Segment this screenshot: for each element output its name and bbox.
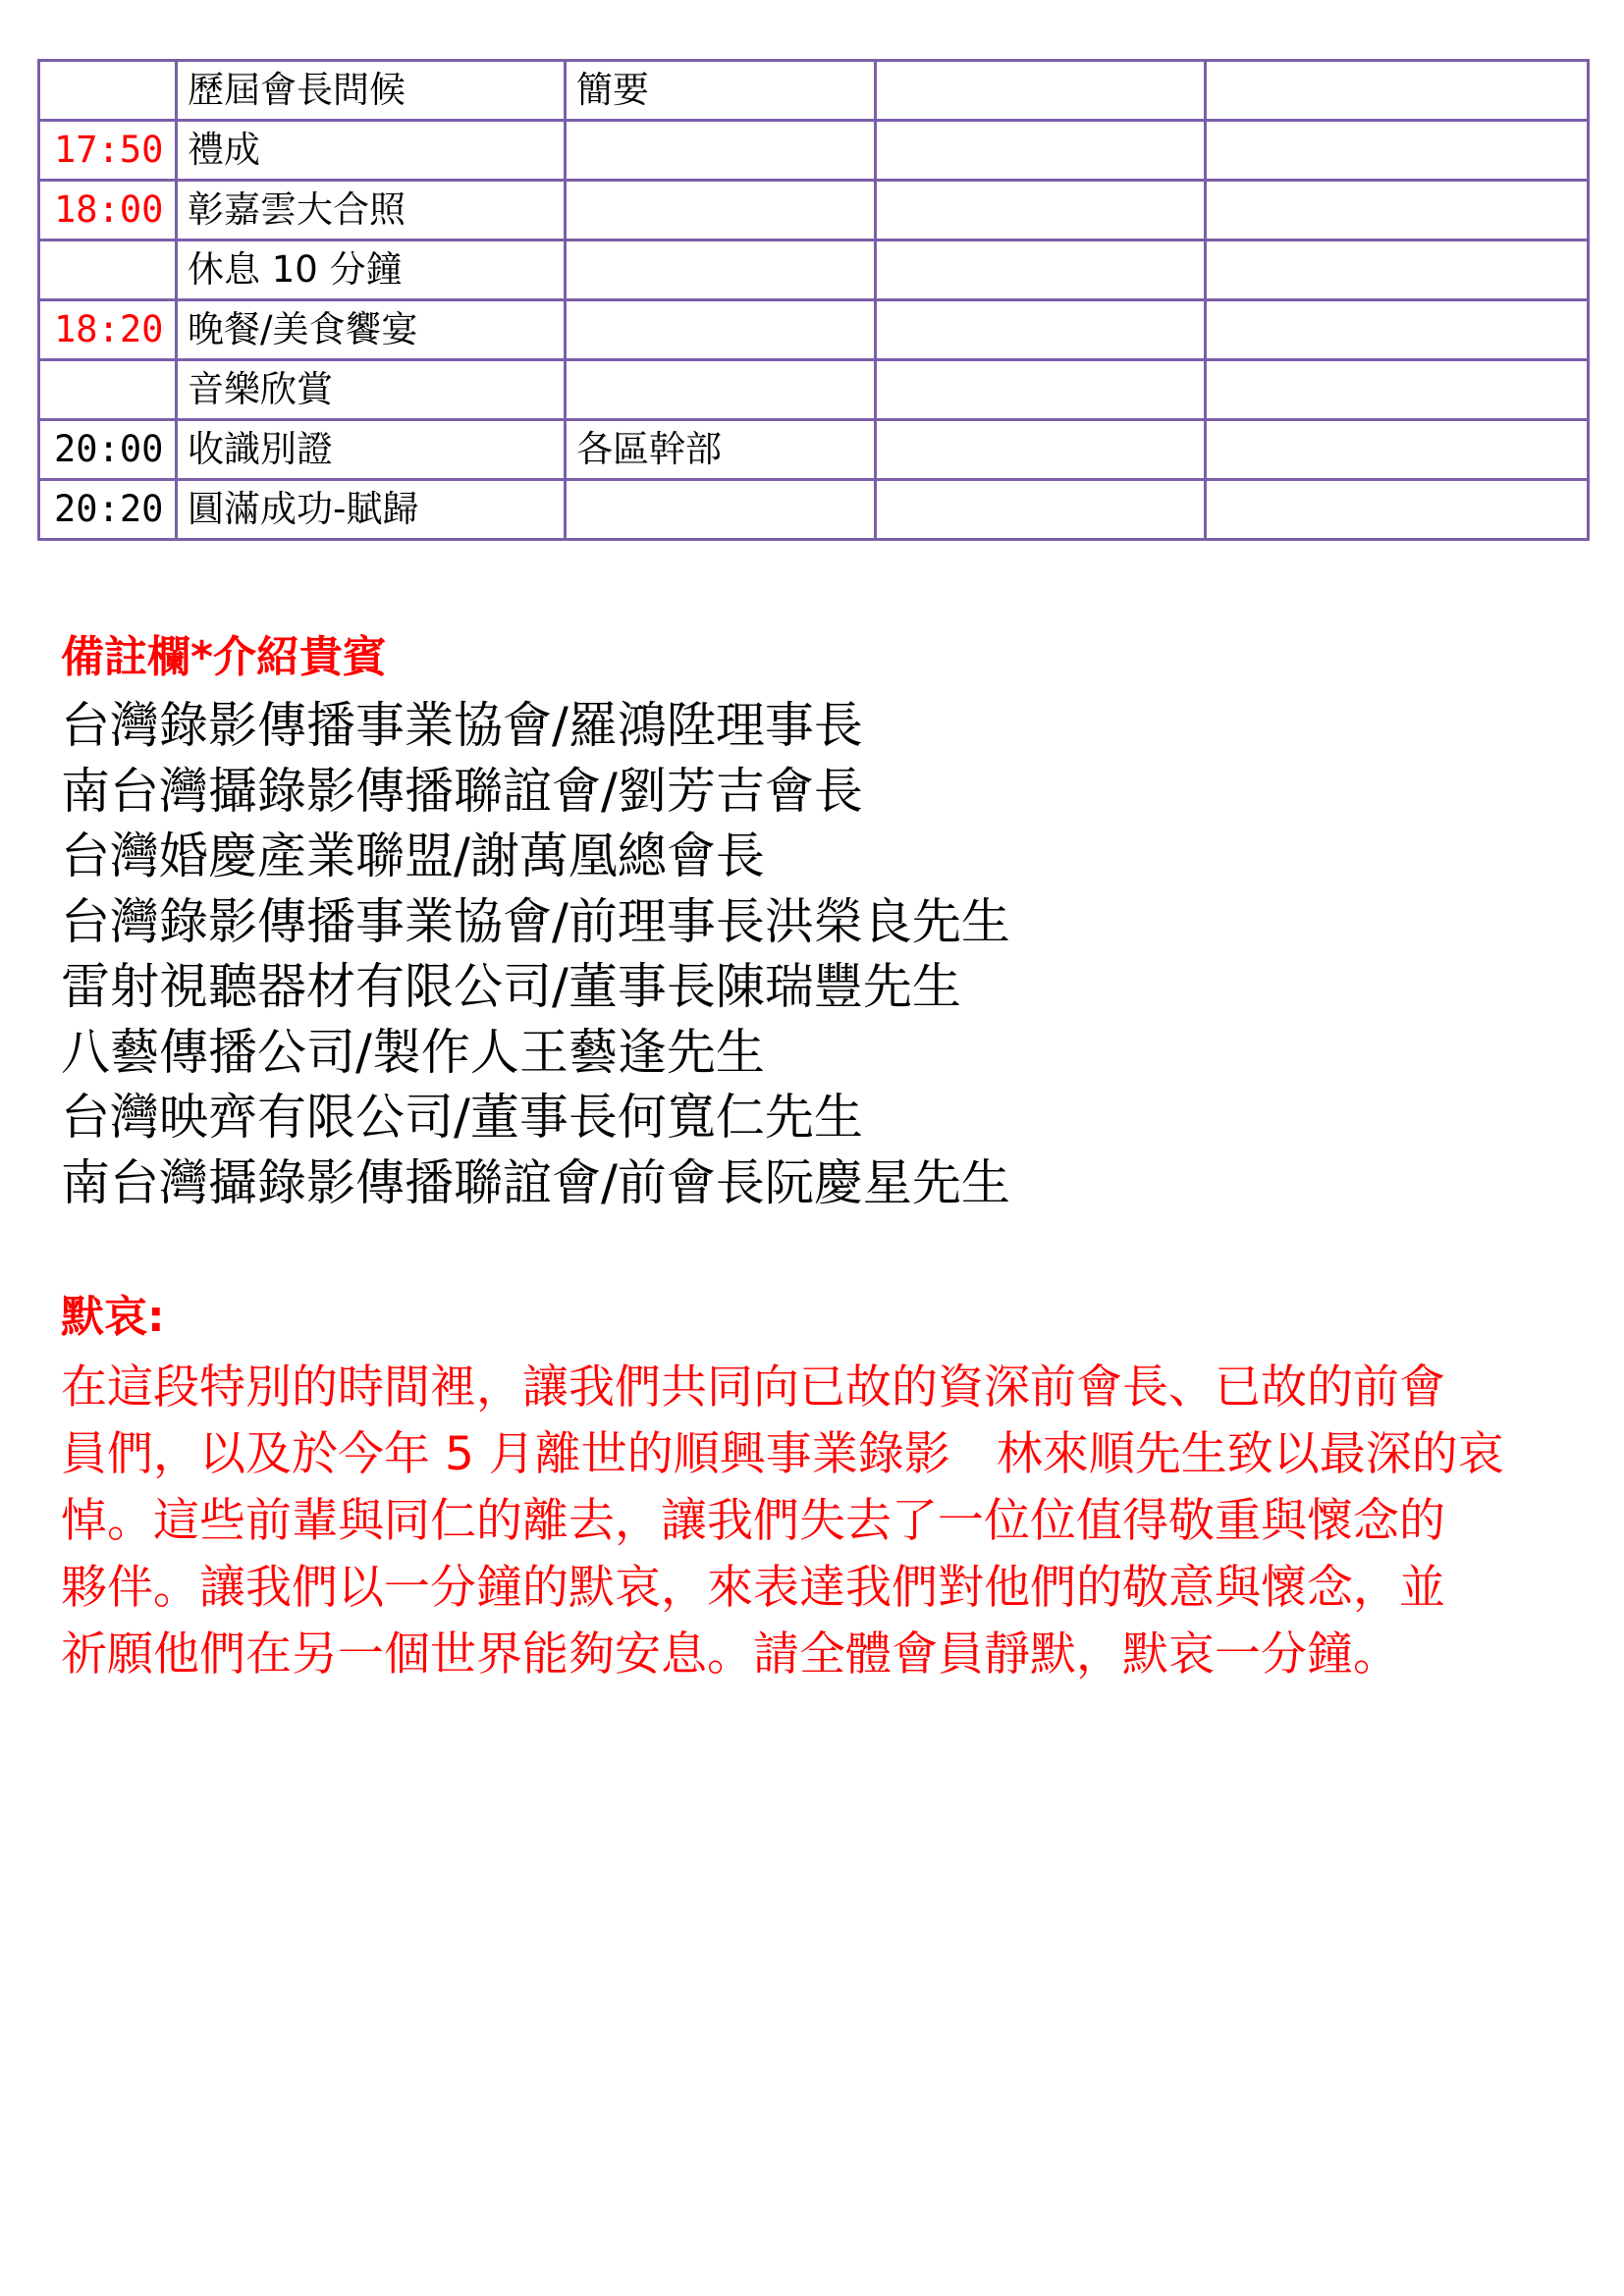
table-row <box>39 181 1589 240</box>
memorial-line: 祈願他們在另一個世界能夠安息。請全體會員靜默，默哀一分鐘。 <box>61 1628 1399 1682</box>
guest-list <box>61 693 1010 1215</box>
item-cell: 禮成 <box>177 121 566 181</box>
time-cell: 20:00 <box>39 420 177 480</box>
empty-cell <box>876 360 1206 420</box>
time-cell: 20:20 <box>39 480 177 540</box>
list-item: 台灣映齊有限公司/董事長何寬仁先生 <box>61 1089 863 1146</box>
item-cell: 休息 10 分鐘 <box>177 240 566 300</box>
guests-heading: 備註欄*介紹貴賓 <box>61 632 387 682</box>
memorial-paragraph <box>61 1355 1593 1688</box>
empty-cell <box>876 61 1206 121</box>
empty-cell <box>1206 360 1589 420</box>
empty-cell <box>876 240 1206 300</box>
table-row <box>39 420 1589 480</box>
time-cell <box>39 240 177 300</box>
note-cell <box>566 360 876 420</box>
note-cell <box>566 181 876 240</box>
list-item: 台灣錄影傳播事業協會/前理事長洪榮良先生 <box>61 892 1010 950</box>
time-cell: 18:20 <box>39 300 177 360</box>
memorial-line: 悼。這些前輩與同仁的離去，讓我們失去了一位位值得敬重與懷念的 <box>61 1494 1445 1548</box>
table-row <box>39 480 1589 540</box>
empty-cell <box>876 121 1206 181</box>
empty-cell <box>876 420 1206 480</box>
item-cell: 音樂欣賞 <box>177 360 566 420</box>
list-item: 八藝傳播公司/製作人王藝逢先生 <box>61 1023 765 1081</box>
empty-cell <box>1206 121 1589 181</box>
empty-cell <box>1206 61 1589 121</box>
empty-cell <box>876 300 1206 360</box>
item-cell: 歷屆會長問候 <box>177 61 566 121</box>
empty-cell <box>1206 240 1589 300</box>
table-row <box>39 240 1589 300</box>
time-cell <box>39 61 177 121</box>
time-cell: 17:50 <box>39 121 177 181</box>
list-item: 雷射視聽器材有限公司/董事長陳瑞豐先生 <box>61 958 961 1015</box>
schedule-body <box>39 61 1589 540</box>
item-cell: 收識別證 <box>177 420 566 480</box>
table-row <box>39 121 1589 181</box>
list-item: 南台灣攝錄影傳播聯誼會/前會長阮慶星先生 <box>61 1153 1010 1211</box>
memorial-line: 員們，以及於今年 5 月離世的順興事業錄影 林來順先生致以最深的哀 <box>61 1427 1504 1481</box>
note-cell <box>566 300 876 360</box>
memorial-line: 夥伴。讓我們以一分鐘的默哀，來表達我們對他們的敬意與懷念，並 <box>61 1561 1445 1615</box>
time-cell <box>39 360 177 420</box>
note-cell: 簡要 <box>566 61 876 121</box>
empty-cell <box>1206 420 1589 480</box>
table-row <box>39 360 1589 420</box>
empty-cell <box>876 181 1206 240</box>
memorial-heading: 默哀: <box>61 1292 165 1342</box>
memorial-line: 在這段特別的時間裡，讓我們共同向已故的資深前會長、已故的前會 <box>61 1361 1445 1415</box>
schedule-table <box>37 59 1590 541</box>
item-cell: 彰嘉雲大合照 <box>177 181 566 240</box>
empty-cell <box>1206 480 1589 540</box>
note-cell: 各區幹部 <box>566 420 876 480</box>
list-item: 台灣錄影傳播事業協會/羅鴻陞理事長 <box>61 697 863 754</box>
empty-cell <box>1206 181 1589 240</box>
note-cell <box>566 240 876 300</box>
time-cell: 18:00 <box>39 181 177 240</box>
empty-cell <box>876 480 1206 540</box>
note-cell <box>566 480 876 540</box>
table-row <box>39 61 1589 121</box>
empty-cell <box>1206 300 1589 360</box>
item-cell: 圓滿成功-賦歸 <box>177 480 566 540</box>
list-item: 台灣婚慶產業聯盟/謝萬凰總會長 <box>61 828 765 884</box>
table-row <box>39 300 1589 360</box>
list-item: 南台灣攝錄影傳播聯誼會/劉芳吉會長 <box>61 762 863 820</box>
item-cell: 晚餐/美食饗宴 <box>177 300 566 360</box>
note-cell <box>566 121 876 181</box>
